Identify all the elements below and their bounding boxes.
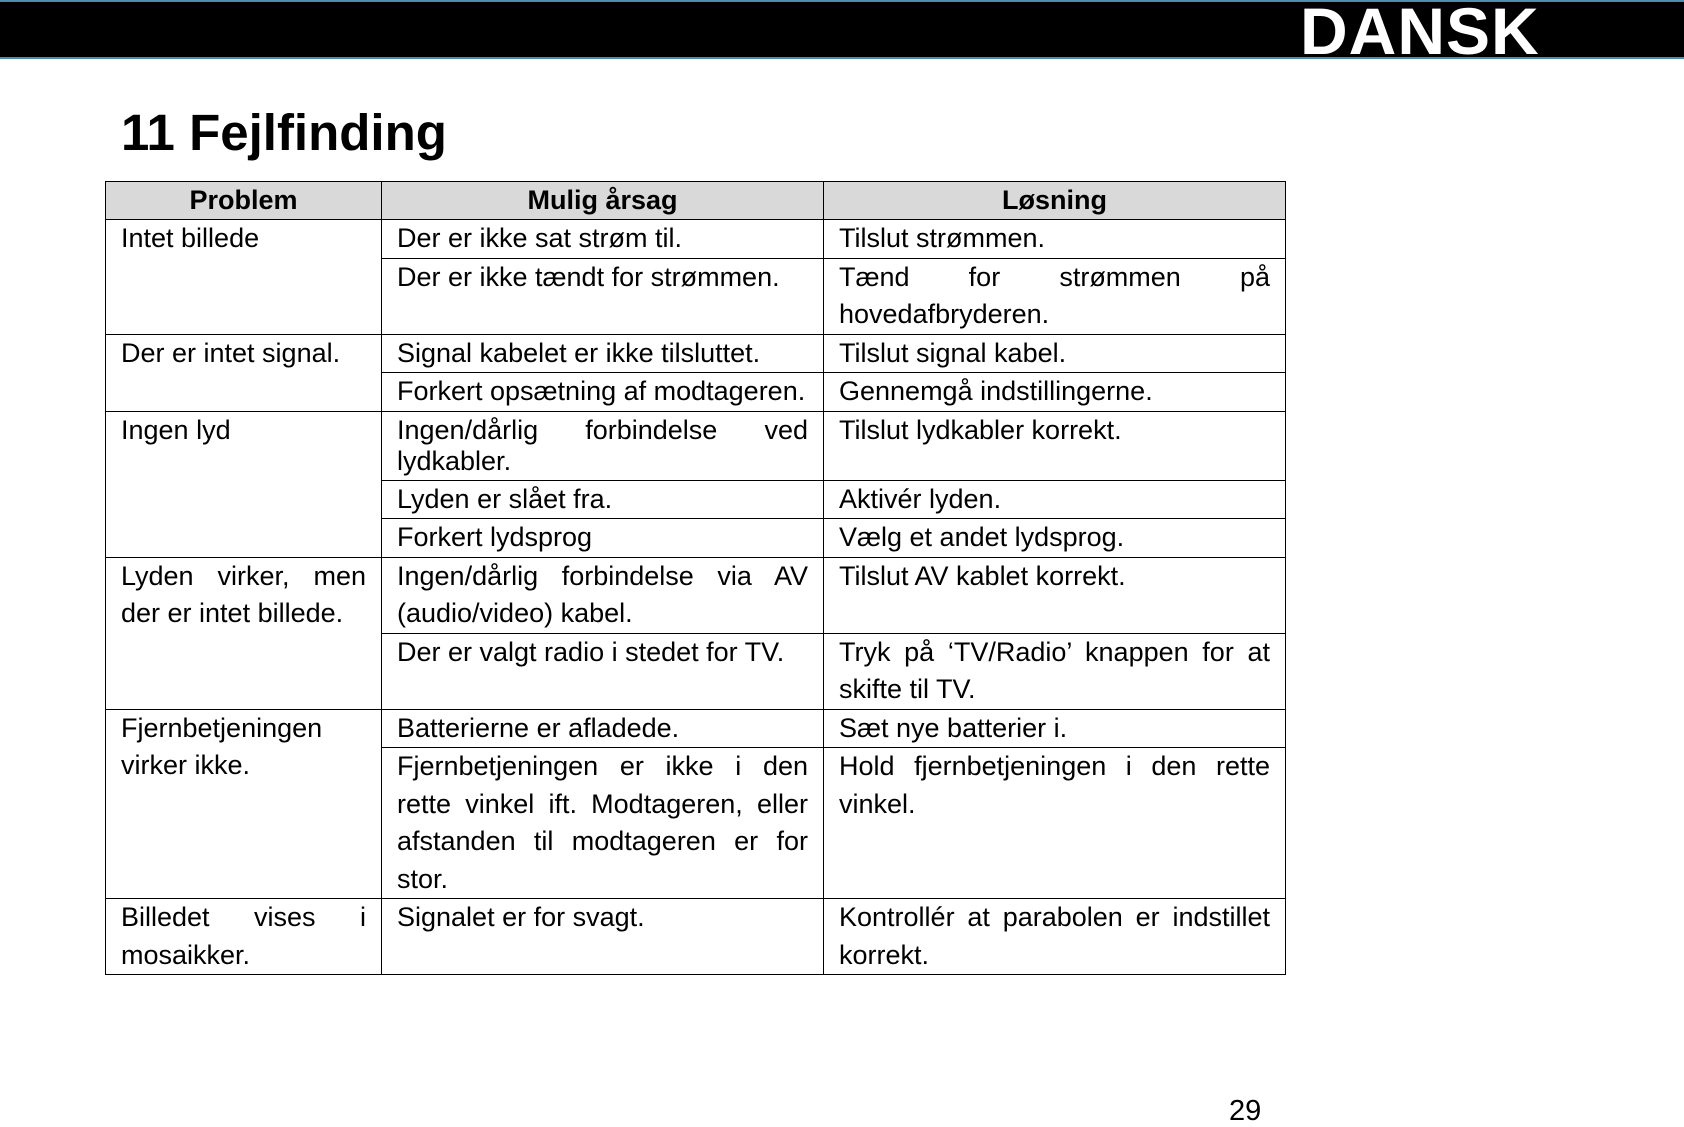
cause-cell: Ingen/dårlig forbindelse via AV (audio/video) kabel. (382, 557, 824, 633)
solution-cell: Sæt nye batterier i. (824, 709, 1286, 748)
problem-cell: Intet billede (106, 220, 382, 335)
solution-cell: Tryk på ‘TV/Radio’ knappen for at skifte til TV. (824, 633, 1286, 709)
problem-cell: Lyden virker, men der er intet billede. (106, 557, 382, 709)
solution-cell: Gennemgå indstillingerne. (824, 373, 1286, 412)
problem-cell: Ingen lyd (106, 411, 382, 557)
cause-cell: Der er valgt radio i stedet for TV. (382, 633, 824, 709)
table-row (106, 411, 1286, 480)
solution-cell: Tilslut strømmen. (824, 220, 1286, 259)
cause-cell: Forkert lydsprog (382, 519, 824, 558)
column-header-problem: Problem (106, 182, 382, 220)
solution-cell: Kontrollér at parabolen er indstillet korrekt. (824, 899, 1286, 975)
table-row (106, 334, 1286, 373)
table-row (106, 557, 1286, 633)
cause-cell: Batterierne er afladede. (382, 709, 824, 748)
cause-cell: Lyden er slået fra. (382, 480, 824, 519)
troubleshooting-table (105, 181, 1286, 975)
section-title: 11 Fejlfinding (121, 104, 447, 161)
solution-cell: Hold fjernbetjeningen i den rette vinkel. (824, 748, 1286, 899)
table-row (106, 899, 1286, 975)
table-row (106, 709, 1286, 748)
cause-cell: Fjernbetjeningen er ikke i den rette vinkel ift. Modtageren, eller afstanden til modtageren er for stor. (382, 748, 824, 899)
solution-cell: Tilslut signal kabel. (824, 334, 1286, 373)
problem-cell: Fjernbetjeningen virker ikke. (106, 709, 382, 899)
column-header-cause: Mulig årsag (382, 182, 824, 220)
problem-cell: Der er intet signal. (106, 334, 382, 411)
solution-cell: Tilslut AV kablet korrekt. (824, 557, 1286, 633)
table-row (106, 220, 1286, 259)
solution-cell: Aktivér lyden. (824, 480, 1286, 519)
language-banner (0, 0, 1684, 68)
language-label: DANSK (1300, 0, 1540, 68)
column-header-solution: Løsning (824, 182, 1286, 220)
solution-cell: Tilslut lydkabler korrekt. (824, 411, 1286, 480)
cause-cell: Ingen/dårlig forbindelse ved lydkabler. (382, 411, 824, 480)
cause-cell: Signalet er for svagt. (382, 899, 824, 975)
table-header-row (106, 182, 1286, 220)
problem-cell: Billedet vises i mosaikker. (106, 899, 382, 975)
solution-cell: Tænd for strømmen på hovedafbryderen. (824, 258, 1286, 334)
cause-cell: Der er ikke sat strøm til. (382, 220, 824, 259)
cause-cell: Signal kabelet er ikke tilsluttet. (382, 334, 824, 373)
cause-cell: Forkert opsætning af modtageren. (382, 373, 824, 412)
solution-cell: Vælg et andet lydsprog. (824, 519, 1286, 558)
page-number: 29 (1229, 1095, 1262, 1127)
cause-cell: Der er ikke tændt for strømmen. (382, 258, 824, 334)
